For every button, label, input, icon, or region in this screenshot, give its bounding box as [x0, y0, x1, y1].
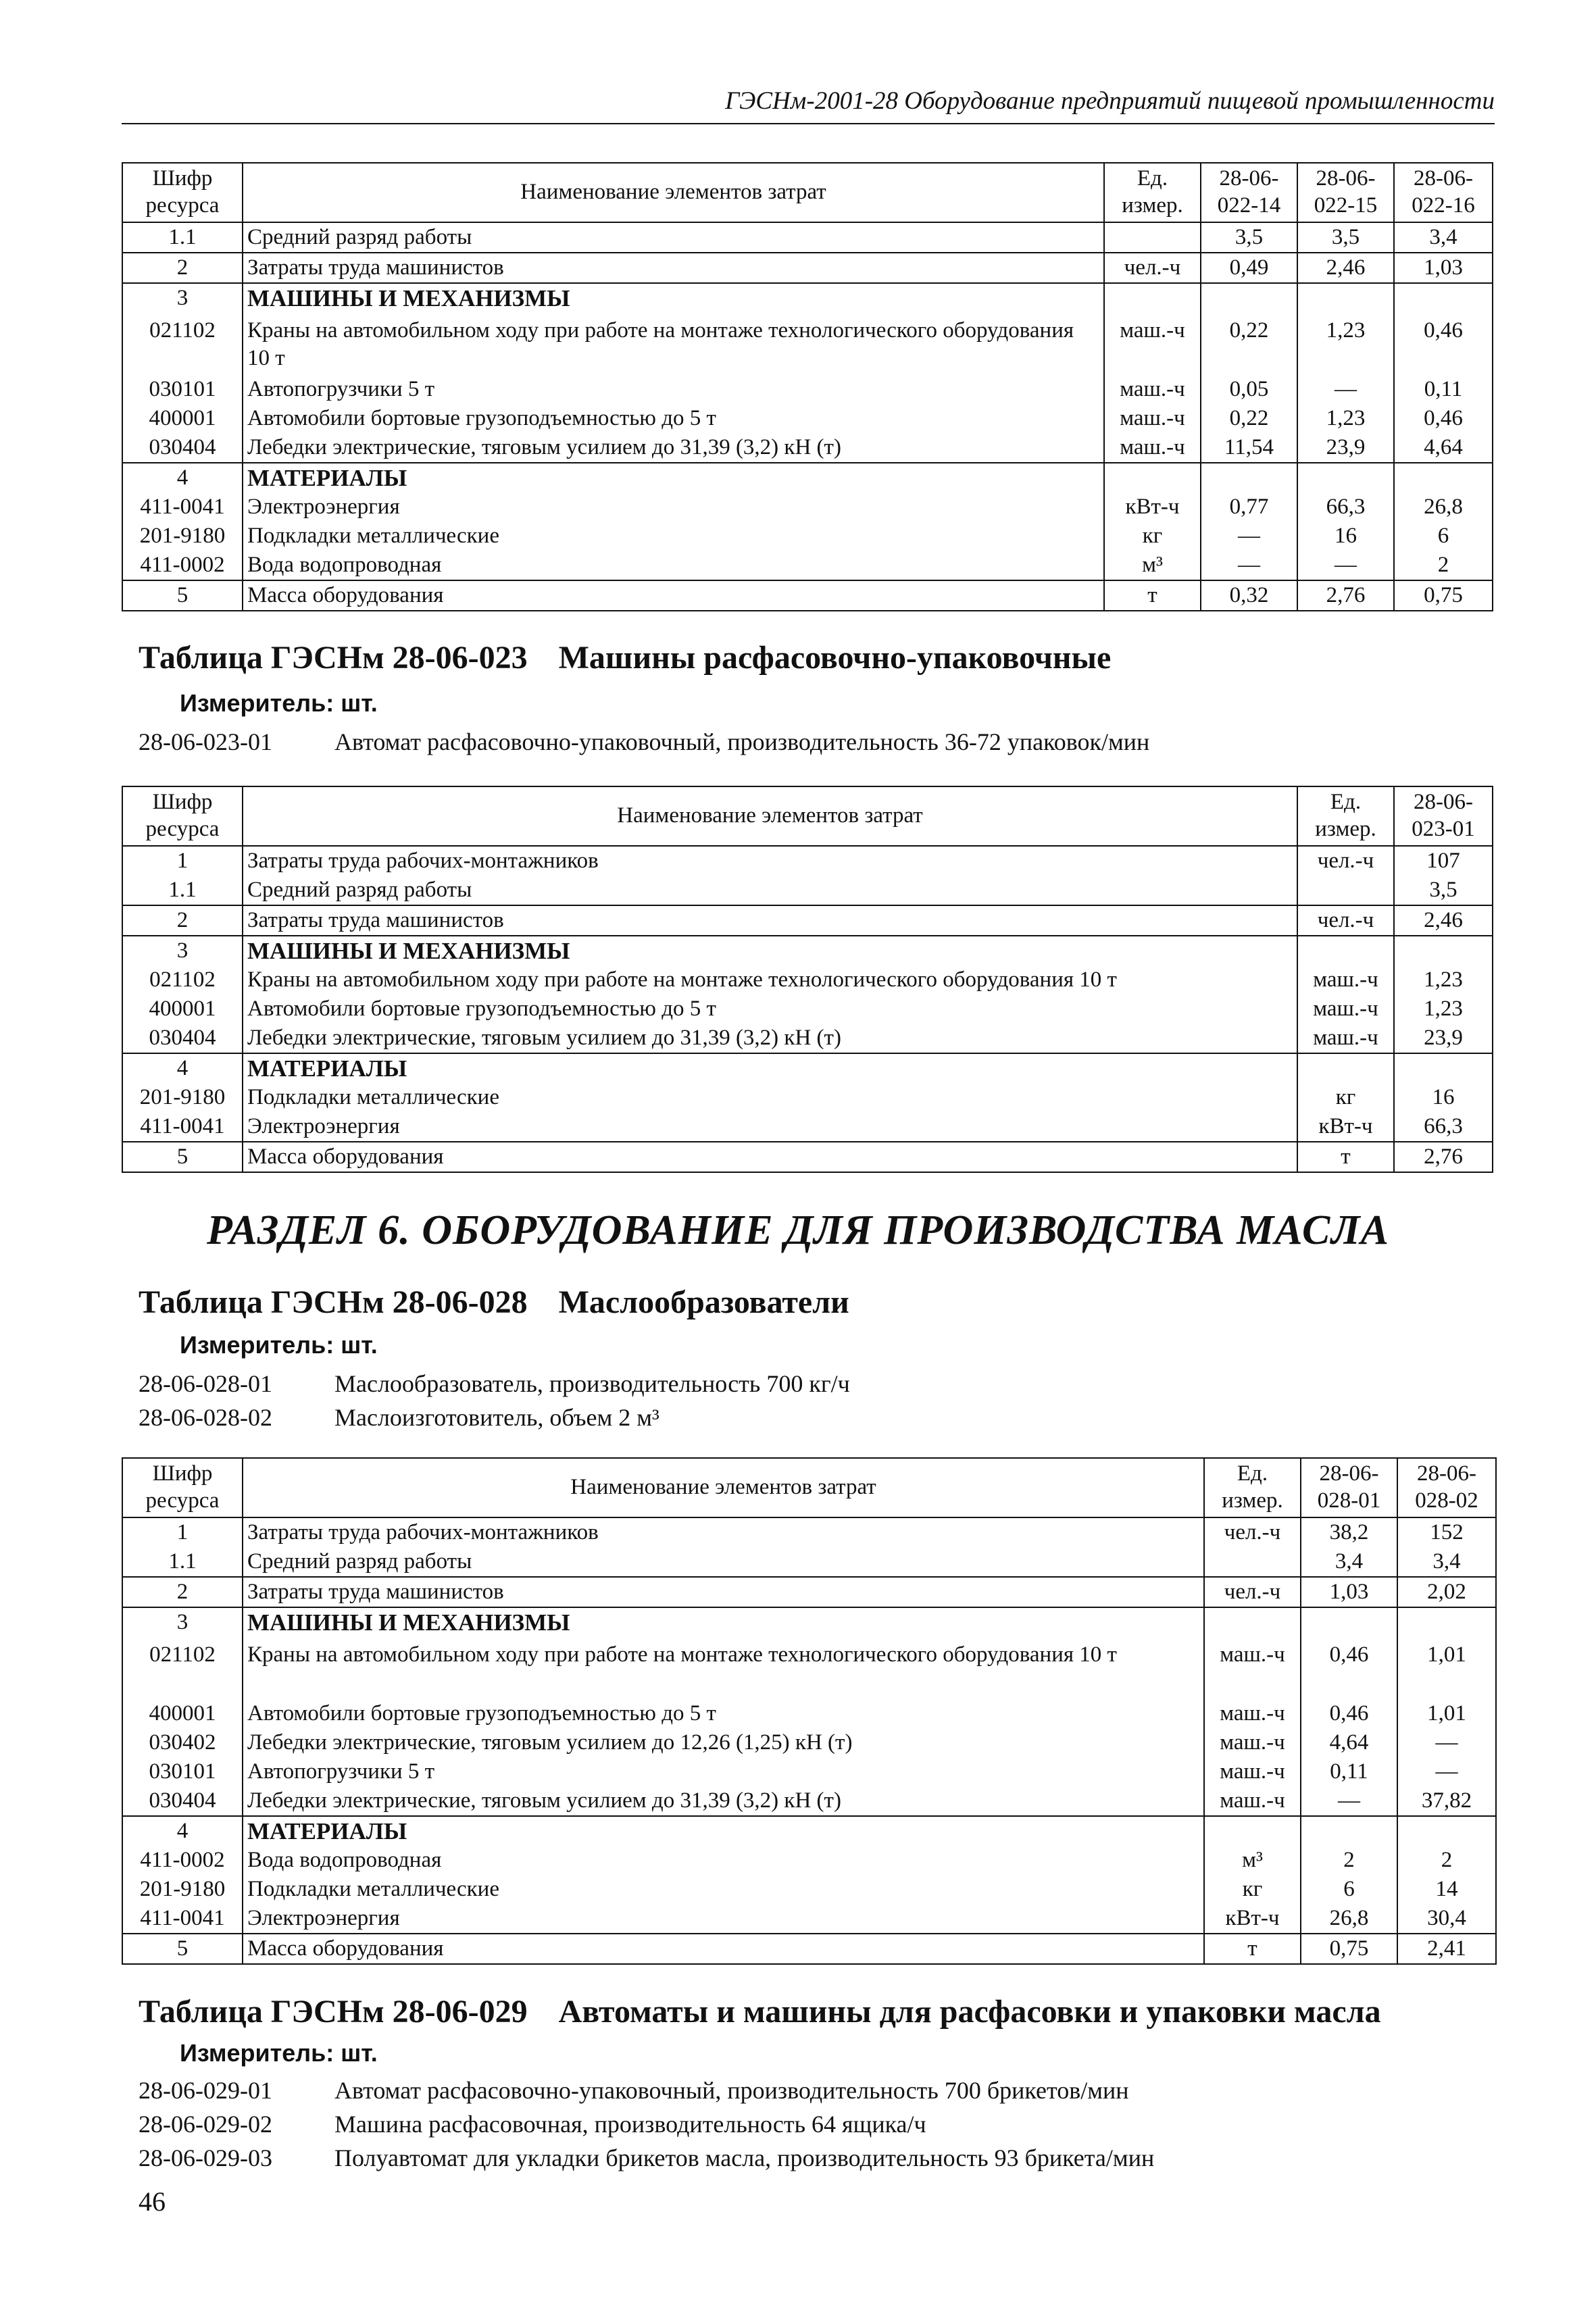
unit: т	[1104, 580, 1201, 611]
value-cell: 3,4	[1397, 1547, 1496, 1577]
table-title: Таблица ГЭСНм 28-06-029 Автоматы и машины для расфасовки и упаковки масла	[139, 1994, 1381, 2030]
measure-label: Измеритель: шт.	[180, 2039, 378, 2067]
unit: чел.-ч	[1297, 846, 1394, 876]
header-cell: Шифр ресурса	[122, 163, 243, 222]
resource-code: 030404	[122, 433, 243, 463]
table-header-row	[122, 163, 1493, 222]
item-row	[139, 728, 1150, 756]
element-name: Вода водопроводная	[243, 551, 1104, 580]
table-title: Таблица ГЭСНм 28-06-028 Маслообразователи	[139, 1284, 849, 1320]
value-cell: 0,05	[1201, 375, 1297, 404]
value-cell: 107	[1394, 846, 1493, 876]
header-cell: Наименование элементов затрат	[243, 1458, 1204, 1517]
unit	[1104, 222, 1201, 253]
element-name: МАТЕРИАЛЫ	[243, 1816, 1204, 1846]
table-row	[122, 1786, 1496, 1816]
value-cell: 0,32	[1201, 580, 1297, 611]
table-row	[122, 1904, 1496, 1934]
unit: кг	[1297, 1083, 1394, 1112]
unit: маш.-ч	[1104, 404, 1201, 433]
resource-code: 2	[122, 253, 243, 283]
resource-table-028	[122, 1457, 1497, 1965]
value-cell: —	[1397, 1728, 1496, 1757]
value-cell: 0,49	[1201, 253, 1297, 283]
unit: кВт-ч	[1104, 493, 1201, 522]
unit: т	[1297, 1142, 1394, 1172]
unit: кВт-ч	[1297, 1112, 1394, 1142]
value-cell	[1301, 1816, 1397, 1846]
value-cell: 3,5	[1201, 222, 1297, 253]
resource-code: 030404	[122, 1024, 243, 1053]
resource-code: 201-9180	[122, 1875, 243, 1904]
table-row	[122, 876, 1493, 905]
element-name: Автопогрузчики 5 т	[243, 375, 1104, 404]
resource-table-022	[122, 162, 1493, 611]
value-cell: 1,23	[1394, 995, 1493, 1024]
unit	[1204, 1816, 1301, 1846]
table-row	[122, 1637, 1496, 1699]
resource-code: 201-9180	[122, 522, 243, 551]
table-row	[122, 1607, 1496, 1637]
value-cell	[1301, 1607, 1397, 1637]
table-row	[122, 1846, 1496, 1875]
item-name: Автомат расфасовочно-упаковочный, производительность 36-72 упаковок/мин	[334, 728, 1150, 755]
value-cell: 2,41	[1397, 1934, 1496, 1964]
unit	[1297, 876, 1394, 905]
value-cell: 1,23	[1297, 404, 1394, 433]
element-name: МАШИНЫ И МЕХАНИЗМЫ	[243, 1607, 1204, 1637]
table-row	[122, 1142, 1493, 1172]
table-row	[122, 580, 1493, 611]
item-code: 28-06-029-03	[139, 2144, 272, 2171]
element-name: Автомобили бортовые грузоподъемностью до 5 т	[243, 404, 1104, 433]
unit	[1104, 283, 1201, 313]
element-name: Затраты труда рабочих-монтажников	[243, 846, 1297, 876]
value-cell	[1201, 283, 1297, 313]
unit: кг	[1104, 522, 1201, 551]
resource-code: 400001	[122, 995, 243, 1024]
value-cell: 0,22	[1201, 404, 1297, 433]
resource-code: 2	[122, 1577, 243, 1607]
resource-code: 411-0041	[122, 1112, 243, 1142]
table-row	[122, 1112, 1493, 1142]
value-cell: —	[1297, 375, 1394, 404]
element-name: Лебедки электрические, тяговым усилием до 31,39 (3,2) кН (т)	[243, 433, 1104, 463]
value-cell: —	[1201, 551, 1297, 580]
resource-code: 411-0002	[122, 1846, 243, 1875]
value-cell: 37,82	[1397, 1786, 1496, 1816]
value-cell: —	[1297, 551, 1394, 580]
table-row	[122, 846, 1493, 876]
unit: кг	[1204, 1875, 1301, 1904]
unit: м³	[1104, 551, 1201, 580]
element-name: Краны на автомобильном ходу при работе на монтаже технологического оборудования 10 т	[243, 1637, 1204, 1699]
item-code: 28-06-028-01	[139, 1370, 272, 1397]
unit: маш.-ч	[1104, 375, 1201, 404]
table-title: Таблица ГЭСНм 28-06-023 Машины расфасовочно-упаковочные	[139, 640, 1112, 676]
element-name: Средний разряд работы	[243, 876, 1297, 905]
value-cell	[1297, 283, 1394, 313]
value-cell: 0,22	[1201, 313, 1297, 375]
value-cell: 6	[1394, 522, 1493, 551]
table-row	[122, 222, 1493, 253]
unit: маш.-ч	[1297, 1024, 1394, 1053]
resource-code: 1	[122, 846, 243, 876]
table-row	[122, 1816, 1496, 1846]
table-row	[122, 404, 1493, 433]
value-cell	[1394, 463, 1493, 493]
section-title: РАЗДЕЛ 6. ОБОРУДОВАНИЕ ДЛЯ ПРОИЗВОДСТВА МАСЛА	[206, 1207, 1390, 1253]
header-cell: 28-06-022-15	[1297, 163, 1394, 222]
table-row	[122, 1517, 1496, 1547]
element-name: МАШИНЫ И МЕХАНИЗМЫ	[243, 936, 1297, 965]
element-name: Масса оборудования	[243, 580, 1104, 611]
table-row	[122, 936, 1493, 965]
table-row	[122, 995, 1493, 1024]
resource-code: 1.1	[122, 876, 243, 905]
resource-code: 1.1	[122, 222, 243, 253]
element-name: Средний разряд работы	[243, 222, 1104, 253]
table-row	[122, 313, 1493, 375]
value-cell	[1297, 463, 1394, 493]
value-cell: 2	[1397, 1846, 1496, 1875]
table-row	[122, 463, 1493, 493]
value-cell: 26,8	[1301, 1904, 1397, 1934]
value-cell: 3,5	[1394, 876, 1493, 905]
item-row	[139, 1403, 659, 1432]
unit: кВт-ч	[1204, 1904, 1301, 1934]
value-cell: 1,23	[1394, 965, 1493, 995]
table-row	[122, 1757, 1496, 1786]
value-cell: 2	[1394, 551, 1493, 580]
resource-code: 2	[122, 905, 243, 936]
value-cell: 23,9	[1394, 1024, 1493, 1053]
value-cell: 0,11	[1394, 375, 1493, 404]
unit	[1204, 1607, 1301, 1637]
table-row	[122, 551, 1493, 580]
item-row	[139, 2110, 926, 2138]
unit: маш.-ч	[1204, 1637, 1301, 1699]
item-name: Полуавтомат для укладки брикетов масла, производительность 93 брикета/мин	[334, 2144, 1155, 2171]
unit	[1204, 1547, 1301, 1577]
resource-code: 021102	[122, 313, 243, 375]
header-cell: Ед. измер.	[1204, 1458, 1301, 1517]
value-cell: 6	[1301, 1875, 1397, 1904]
element-name: Средний разряд работы	[243, 1547, 1204, 1577]
value-cell: 66,3	[1297, 493, 1394, 522]
running-header: ГЭСНм-2001-28 Оборудование предприятий пищевой промышленности	[725, 87, 1495, 115]
value-cell: 0,46	[1301, 1699, 1397, 1728]
table-row	[122, 1728, 1496, 1757]
value-cell	[1397, 1607, 1496, 1637]
element-name: Затраты труда рабочих-монтажников	[243, 1517, 1204, 1547]
header-cell: 28-06-022-14	[1201, 163, 1297, 222]
resource-code: 021102	[122, 1637, 243, 1699]
unit	[1104, 463, 1201, 493]
item-code: 28-06-028-02	[139, 1404, 272, 1431]
header-rule	[122, 123, 1495, 124]
value-cell: 152	[1397, 1517, 1496, 1547]
value-cell: 26,8	[1394, 493, 1493, 522]
table-row	[122, 375, 1493, 404]
header-cell: 28-06-022-16	[1394, 163, 1493, 222]
header-cell: 28-06-028-02	[1397, 1458, 1496, 1517]
resource-code: 4	[122, 463, 243, 493]
page-number: 46	[139, 2186, 166, 2217]
value-cell: 3,5	[1297, 222, 1394, 253]
table-row	[122, 253, 1493, 283]
unit: т	[1204, 1934, 1301, 1964]
value-cell: 2	[1301, 1846, 1397, 1875]
value-cell: 0,46	[1301, 1637, 1397, 1699]
resource-code: 3	[122, 1607, 243, 1637]
element-name: МАТЕРИАЛЫ	[243, 1053, 1297, 1083]
value-cell: 4,64	[1301, 1728, 1397, 1757]
element-name: Подкладки металлические	[243, 1875, 1204, 1904]
item-name: Автомат расфасовочно-упаковочный, производительность 700 брикетов/мин	[334, 2077, 1129, 2104]
table-row	[122, 1053, 1493, 1083]
value-cell: 1,01	[1397, 1637, 1496, 1699]
resource-code: 1	[122, 1517, 243, 1547]
element-name: Затраты труда машинистов	[243, 905, 1297, 936]
element-name: Автомобили бортовые грузоподъемностью до 5 т	[243, 1699, 1204, 1728]
value-cell: —	[1397, 1757, 1496, 1786]
unit: чел.-ч	[1104, 253, 1201, 283]
unit: чел.-ч	[1204, 1517, 1301, 1547]
resource-code: 4	[122, 1816, 243, 1846]
unit: маш.-ч	[1204, 1699, 1301, 1728]
value-cell: 2,02	[1397, 1577, 1496, 1607]
unit: маш.-ч	[1104, 433, 1201, 463]
value-cell: 2,46	[1394, 905, 1493, 936]
value-cell: 38,2	[1301, 1517, 1397, 1547]
element-name: Подкладки металлические	[243, 1083, 1297, 1112]
table-header-row	[122, 786, 1493, 846]
value-cell: 0,11	[1301, 1757, 1397, 1786]
value-cell: 0,46	[1394, 404, 1493, 433]
value-cell: 14	[1397, 1875, 1496, 1904]
element-name: Автопогрузчики 5 т	[243, 1757, 1204, 1786]
table-row	[122, 905, 1493, 936]
value-cell: 0,46	[1394, 313, 1493, 375]
element-name: Электроэнергия	[243, 493, 1104, 522]
resource-code: 411-0002	[122, 551, 243, 580]
value-cell	[1397, 1816, 1496, 1846]
header-cell: Наименование элементов затрат	[243, 786, 1297, 846]
header-cell: Шифр ресурса	[122, 1458, 243, 1517]
resource-code: 5	[122, 580, 243, 611]
item-name: Машина расфасовочная, производительность 64 ящика/ч	[334, 2111, 926, 2138]
element-name: Краны на автомобильном ходу при работе на монтаже технологического оборудования 10 т	[243, 965, 1297, 995]
value-cell: 16	[1297, 522, 1394, 551]
resource-code: 030101	[122, 375, 243, 404]
table-row	[122, 1577, 1496, 1607]
value-cell: 2,46	[1297, 253, 1394, 283]
header-cell: 28-06-028-01	[1301, 1458, 1397, 1517]
value-cell: 1,23	[1297, 313, 1394, 375]
value-cell: 0,75	[1394, 580, 1493, 611]
resource-code: 411-0041	[122, 1904, 243, 1934]
element-name: Автомобили бортовые грузоподъемностью до 5 т	[243, 995, 1297, 1024]
value-cell: 0,75	[1301, 1934, 1397, 1964]
element-name: Затраты труда машинистов	[243, 1577, 1204, 1607]
resource-table-023	[122, 786, 1493, 1173]
table-row	[122, 283, 1493, 313]
resource-code: 021102	[122, 965, 243, 995]
value-cell: —	[1301, 1786, 1397, 1816]
item-name: Маслоизготовитель, объем 2 м³	[334, 1404, 659, 1431]
value-cell: 0,77	[1201, 493, 1297, 522]
table-row	[122, 1875, 1496, 1904]
resource-code: 030404	[122, 1786, 243, 1816]
header-cell: Ед. измер.	[1104, 163, 1201, 222]
item-name: Маслообразователь, производительность 700 кг/ч	[334, 1370, 850, 1397]
item-code: 28-06-029-01	[139, 2077, 272, 2104]
measure-label: Измеритель: шт.	[180, 1331, 378, 1359]
unit	[1297, 1053, 1394, 1083]
resource-code: 3	[122, 936, 243, 965]
resource-code: 030101	[122, 1757, 243, 1786]
item-row	[139, 2076, 1129, 2105]
unit: маш.-ч	[1204, 1757, 1301, 1786]
resource-code: 1.1	[122, 1547, 243, 1577]
table-row	[122, 1083, 1493, 1112]
unit: маш.-ч	[1104, 313, 1201, 375]
value-cell: 16	[1394, 1083, 1493, 1112]
unit: маш.-ч	[1204, 1728, 1301, 1757]
element-name: Электроэнергия	[243, 1112, 1297, 1142]
value-cell: 1,03	[1301, 1577, 1397, 1607]
value-cell: 2,76	[1394, 1142, 1493, 1172]
table-row	[122, 1547, 1496, 1577]
element-name: МАШИНЫ И МЕХАНИЗМЫ	[243, 283, 1104, 313]
value-cell: 2,76	[1297, 580, 1394, 611]
value-cell	[1201, 463, 1297, 493]
resource-code: 201-9180	[122, 1083, 243, 1112]
element-name: Лебедки электрические, тяговым усилием до 12,26 (1,25) кН (т)	[243, 1728, 1204, 1757]
resource-code: 030402	[122, 1728, 243, 1757]
element-name: Электроэнергия	[243, 1904, 1204, 1934]
table-row	[122, 493, 1493, 522]
value-cell	[1394, 936, 1493, 965]
element-name: Подкладки металлические	[243, 522, 1104, 551]
resource-code: 400001	[122, 404, 243, 433]
table-row	[122, 1934, 1496, 1964]
value-cell	[1394, 283, 1493, 313]
header-cell: Шифр ресурса	[122, 786, 243, 846]
resource-code: 3	[122, 283, 243, 313]
item-code: 28-06-023-01	[139, 728, 272, 755]
unit: маш.-ч	[1297, 965, 1394, 995]
header-cell: Ед. измер.	[1297, 786, 1394, 846]
element-name: Лебедки электрические, тяговым усилием до 31,39 (3,2) кН (т)	[243, 1024, 1297, 1053]
value-cell: 1,03	[1394, 253, 1493, 283]
value-cell: —	[1201, 522, 1297, 551]
table-row	[122, 1024, 1493, 1053]
element-name: МАТЕРИАЛЫ	[243, 463, 1104, 493]
table-row	[122, 433, 1493, 463]
table-header-row	[122, 1458, 1496, 1517]
value-cell	[1394, 1053, 1493, 1083]
value-cell: 3,4	[1301, 1547, 1397, 1577]
item-row	[139, 1369, 850, 1398]
element-name: Краны на автомобильном ходу при работе на монтаже технологического оборудования 10 т	[243, 313, 1104, 375]
unit: маш.-ч	[1204, 1786, 1301, 1816]
value-cell: 66,3	[1394, 1112, 1493, 1142]
resource-code: 5	[122, 1142, 243, 1172]
value-cell: 1,01	[1397, 1699, 1496, 1728]
resource-code: 5	[122, 1934, 243, 1964]
unit: маш.-ч	[1297, 995, 1394, 1024]
resource-code: 411-0041	[122, 493, 243, 522]
resource-code: 4	[122, 1053, 243, 1083]
value-cell: 23,9	[1297, 433, 1394, 463]
item-code: 28-06-029-02	[139, 2111, 272, 2138]
unit: чел.-ч	[1204, 1577, 1301, 1607]
resource-code: 400001	[122, 1699, 243, 1728]
value-cell: 11,54	[1201, 433, 1297, 463]
measure-label: Измеритель: шт.	[180, 689, 378, 717]
table-row	[122, 965, 1493, 995]
element-name: Затраты труда машинистов	[243, 253, 1104, 283]
element-name: Вода водопроводная	[243, 1846, 1204, 1875]
unit: м³	[1204, 1846, 1301, 1875]
header-cell: 28-06-023-01	[1394, 786, 1493, 846]
table-row	[122, 1699, 1496, 1728]
table-row	[122, 522, 1493, 551]
item-row	[139, 2144, 1155, 2172]
element-name: Масса оборудования	[243, 1142, 1297, 1172]
unit: чел.-ч	[1297, 905, 1394, 936]
element-name: Лебедки электрические, тяговым усилием до 31,39 (3,2) кН (т)	[243, 1786, 1204, 1816]
value-cell: 30,4	[1397, 1904, 1496, 1934]
element-name: Масса оборудования	[243, 1934, 1204, 1964]
value-cell: 3,4	[1394, 222, 1493, 253]
header-cell: Наименование элементов затрат	[243, 163, 1104, 222]
value-cell: 4,64	[1394, 433, 1493, 463]
unit	[1297, 936, 1394, 965]
